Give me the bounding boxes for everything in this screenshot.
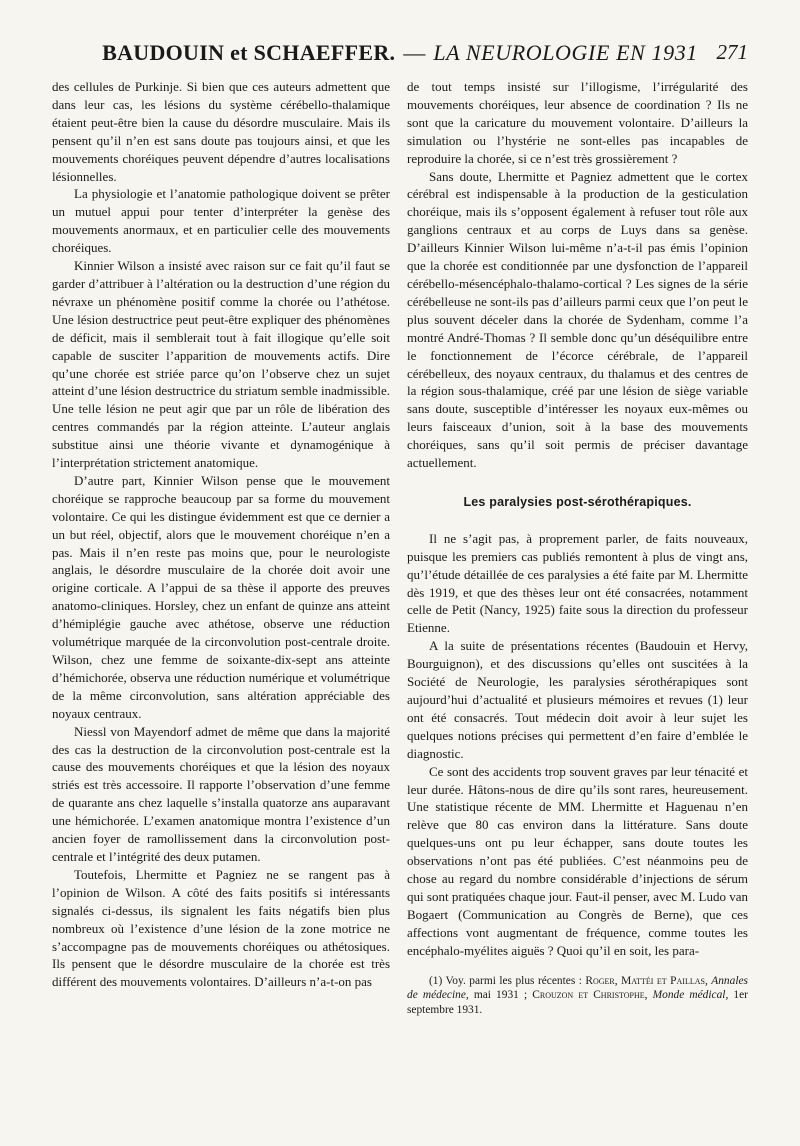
paragraph: Sans doute, Lhermitte et Pagniez admettent que le cortex cérébral est indispensable à la production de la gesticulation choréique, mais ils s’opposent également à refuser tout rôle aux ganglions centraux et au corps de Luys dans sa genèse. D’ailleurs Kinnier Wilson lui-même n’a-t-il pas émis l’opinion que la chorée est conditionnée par une dysfonction de l’appareil cérébello-mésencéphalo-thalamo-cortical ? Les signes de la série cérébelleuse ne sont-ils pas d’ailleurs parmi ceux que l’on peut le plus souvent déceler dans la chorée de Sydenham, comme l’a montré André-Thomas ? Il semble donc qu’un déséquilibre entre le fonctionnement de l’écorce cérébrale, de l’appareil cérébelleux, des noyaux centraux, du thalamus et des centres de la région sous-thalamique, créé par une lésion de siège variable sans doute, susceptible d’intéresser les noyaux eux-mêmes ou leurs faisceaux d’union, soit à la base des mouvements choréiques, sans qu’il soit permis de préciser davantage actuellement. [407,168,748,471]
footnote [407,974,748,1018]
footnote-date: mai 1931 ; [473,989,528,1002]
paragraph: Toutefois, Lhermitte et Pagniez ne se rangent pas à l’opinion de Wilson. A côté des faits positifs si intéressants signalés ci-dessus, ils signalent les faits négatifs bien plus nombreux où l’existence d’une lésion de la zone motrice ne s’accompagne pas de mouvements choréiques ou athétosiques. Ils pensent que le désordre musculaire de la chorée est très différent des mouvements volontaires. D’ailleurs n’a-t-on pas [52,866,390,990]
running-header [52,40,748,74]
paragraph: des cellules de Purkinje. Si bien que ces auteurs admettent que dans leur cas, les lésions du système cérébello-thalamique étaient peut-être bien la cause du désordre musculaire. Mais ils pensent qu’il n’en est sans doute pas toujours ainsi, et que les mouvements choréiques peuvent dépendre d’autres localisations lésionnelles. [52,79,390,184]
page-number: 271 [716,40,748,64]
right-column [407,78,748,1017]
footnote-authors: Crouzon et Christophe, [532,989,648,1002]
paragraph: D’autre part, Kinnier Wilson pense que le mouvement choréique se rapproche beaucoup par sa forme du mouvement volontaire. Ce qui les distingue évidemment est que ce dernier a un but réel, objectif, alors que le mouvement choréique n’en a pas. Mais il n’en reste pas moins que, pour le neurologiste anglais, le désordre musculaire de la chorée doit avoir une origine corticale. A l’appui de sa thèse il apporte des preuves anatomo-cliniques. Horsley, chez un enfant de quinze ans atteint d’hémiplégie gauche avec athétose, observe une réduction volumétrique marquée de la circonvolution post-centrale droite. Wilson, chez une femme de soixante-dix-sept ans atteinte d’hémichorée, observa une réduction numérique et volumétrique de la même circonvolution, sans altération appréciable des noyaux centraux. [52,472,390,721]
section-heading: Les paralysies post-sérothérapiques. [463,494,692,509]
header-dash: — [403,40,426,65]
left-column [52,78,390,991]
header-journal-title: LA NEUROLOGIE EN 1931 [433,40,698,65]
paragraph: A la suite de présentations récentes (Baudouin et Hervy, Bourguignon), et des discussions qu’elles ont suscitées à la Société de Neurologie, les paralysies sérothérapiques sont aujourd’hui d’actualité et plusieurs mémoires et revues (1) leur ont été consacrés. Tout médecin doit avoir à leur sujet les quelques notions précises qui permettent d’en faire d’emblée le diagnostic. [407,638,748,761]
footnote-marker: (1) Voy. parmi les plus récentes : [429,974,582,987]
footnote-authors: Roger, Mattéi et Paillas, [585,974,708,987]
paragraph: Kinnier Wilson a insisté avec raison sur ce fait qu’il faut se garder d’attribuer à l’altération ou la destruction d’une région du névraxe un phénomène positif comme la chorée ou l’athétose. Une lésion destructrice peut peut-être expliquer des phénomènes de déficit, mais il semblerait tout à fait illogique qu’elle soit capable de susciter l’apparition de mouvements actifs. Dire qu’une chorée est striée parce qu’on l’observe chez un sujet atteint d’une lésion destructrice du striatum semble inadmissible. Une telle lésion ne peut agir que par un rôle de libération des centres commandés par la région atteinte. L’auteur anglais substitue ainsi une théorie vivante et dynamogénique à l’interprétation strictement anatomique. [52,258,390,471]
footnote-journal: Monde médical, [652,989,729,1002]
paragraph: Il ne s’agit pas, à proprement parler, de faits nouveaux, puisque les premiers cas publiés remontent à plus de vingt ans, qu’l’étude détaillée de ces paralysies a été faite par M. Lhermitte dès 1919, et que des thèses leur ont été consacrées, notamment celle de Petit (Nancy, 1925) faite sous la direction du professeur Etienne. [407,530,748,636]
footnote-journal: Annales de médecine, [407,974,748,1002]
paragraph: de tout temps insisté sur l’illogisme, l’irrégularité des mouvements choréiques, leur absence de coordination ? Ils ne sont que la caricature du mouvement volontaire. D’ailleurs la simulation ou l’hystérie ne sont-elles pas incapables de reproduire la chorée, si ce n’est très grossièrement ? [407,79,748,166]
paragraph: La physiologie et l’anatomie pathologique doivent se prêter un mutuel appui pour tenter d’interpréter la genèse des mouvements anormaux, et en particulier celle des mouvements choréiques. [52,186,390,256]
footnote-date: 1er septembre 1931. [407,989,748,1016]
header-authors: BAUDOUIN et SCHAEFFER. [102,40,396,65]
paragraph: Niessl von Mayendorf admet de même que dans la majorité des cas la destruction de la circonvolution post-centrale est la cause des mouvements choréiques et que la lésion des noyaux striés est très accessoire. Il rapporte l’observation d’une femme de quarante ans chez laquelle s’installa quatorze ans auparavant une hémichorée. L’examen anatomique montra l’existence d’un ancien foyer de ramollissement dans la circonvolution post-centrale et l’intégrité des deux putamen. [52,723,390,864]
paragraph: Ce sont des accidents trop souvent graves par leur ténacité et leur durée. Hâtons-nous de dire qu’ils sont rares, heureusement. Une statistique récente de MM. Lhermitte et Haguenau n’en relève que 80 cas environ dans la littérature. Sans doute quelques-uns ont pu leur échapper, sans doute toutes les observations n’ont pas été publiées. C’est néanmoins peu de chose au regard du nombre considérable d’injections de sérum qui sont pratiquées chaque jour. Faut-il penser, avec M. Ludo van Bogaert (Communication au Congrès de Berne), que ces affections vont augmentant de fréquence, comme toutes les encéphalo-myélites aiguës ? Quoi qu’il en soit, les para- [407,763,748,958]
